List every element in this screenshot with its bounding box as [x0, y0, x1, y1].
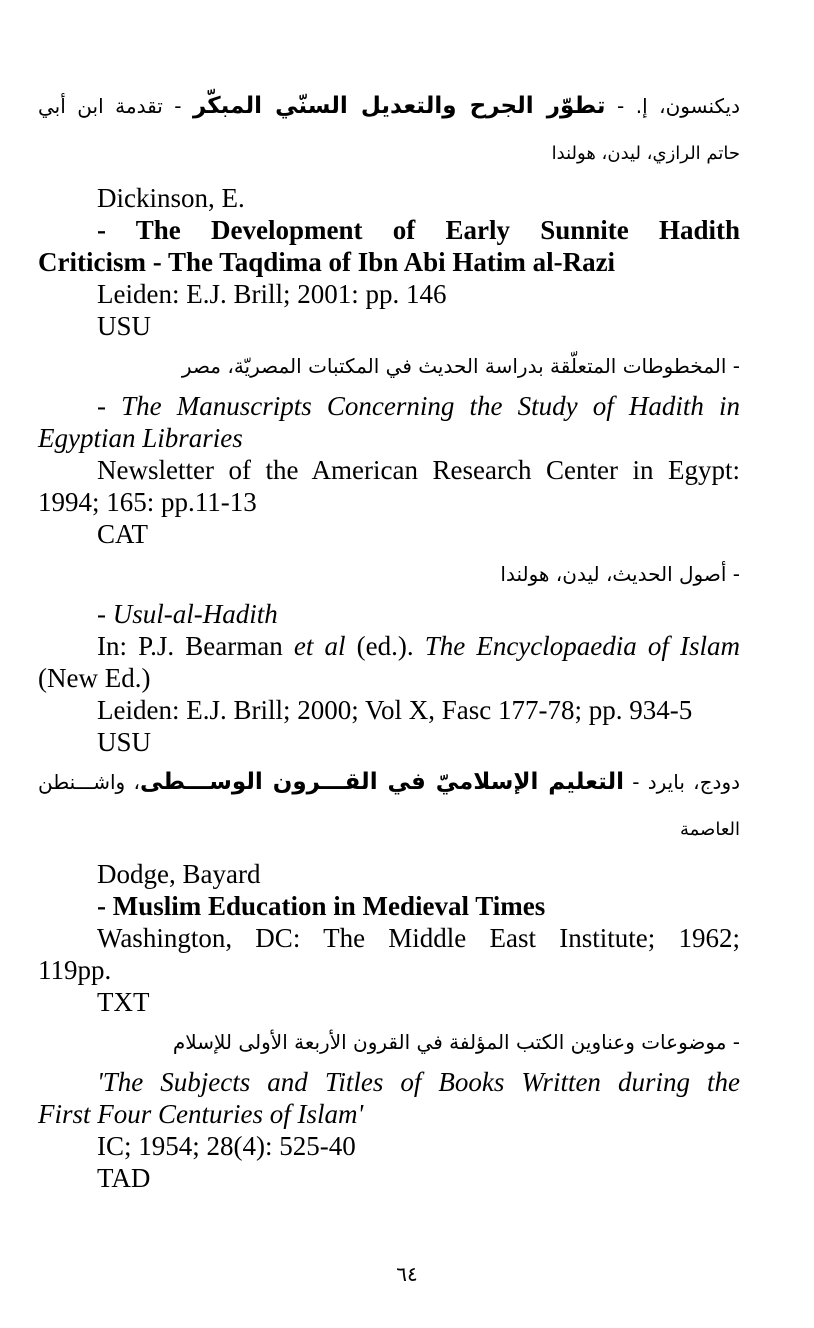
arabic-citation-line: [38, 758, 740, 806]
publisher-line-2: 119pp.: [38, 955, 112, 985]
in-line-1: [38, 630, 740, 662]
bibliography-page: [38, 82, 740, 1194]
publisher-line-2: 1994; 165: pp.11-13: [38, 487, 257, 517]
title: - Muslim Education in Medieval Times: [97, 891, 546, 921]
title-line-1: - The Manuscripts Concerning the Study of Hadith in: [97, 391, 740, 421]
arabic-citation-line: [38, 82, 740, 130]
author-name: Dickinson, E.: [97, 183, 245, 213]
arabic-citation-line-2: حاتم الرازي، ليدن، هولندا: [551, 143, 740, 164]
arabic-citation-line: - موضوعات وعناوين الكتب المؤلفة في القرون الأربعة الأولى للإسلام: [172, 1030, 740, 1054]
library-code: USU: [97, 311, 152, 341]
entry-subjects-and-titles: [38, 1018, 740, 1194]
publisher-info: Leiden: E.J. Brill; 2000; Vol X, Fasc 177-78; pp. 934-5: [97, 695, 693, 725]
arabic-title-suffix: - تقدمة ابن أبي: [38, 94, 193, 118]
title-line-2: Criticism - The Taqdima of Ibn Abi Hatim al-Razi: [38, 247, 616, 277]
library-code: CAT: [97, 519, 149, 549]
publisher-info: IC; 1954; 28(4): 525-40: [97, 1131, 356, 1161]
entry-manuscripts: [38, 342, 740, 550]
in-line-2: (New Ed.): [38, 663, 151, 693]
arabic-citation-line: - أصول الحديث، ليدن، هولندا: [500, 562, 740, 586]
arabic-citation-line-2: العاصمة: [680, 819, 740, 840]
publisher-line-1: Newsletter of the American Research Center in Egypt:: [97, 455, 740, 485]
in-editor: In: P.J. Bearman: [97, 631, 294, 661]
arabic-author: ديكنسون، إ. -: [605, 94, 740, 118]
in-etal: et al: [293, 631, 346, 661]
arabic-title-suffix: ، واشـــنطن: [38, 770, 140, 794]
library-code: TXT: [97, 987, 150, 1017]
arabic-citation-line: - المخطوطات المتعلّقة بدراسة الحديث في المكتبات المصريّة، مصر: [181, 354, 740, 378]
arabic-title: التعليم الإسلاميّ في القـــرون الوســـطى: [139, 769, 624, 795]
title-line-2: Egyptian Libraries: [38, 423, 243, 453]
in-ed: (ed.).: [345, 631, 425, 661]
title-line-2: First Four Centuries of Islam': [38, 1099, 364, 1129]
arabic-author: دودج، بايرد -: [623, 770, 741, 794]
entry-dickinson-development: [38, 82, 740, 342]
entry-usul-al-hadith: [38, 550, 740, 758]
author-name: Dodge, Bayard: [97, 859, 261, 889]
library-code: USU: [97, 727, 152, 757]
publisher-info: Leiden: E.J. Brill; 2001: pp. 146: [97, 279, 447, 309]
publisher-line-1: Washington, DC: The Middle East Institute; 1962;: [97, 923, 740, 953]
title-line-1: 'The Subjects and Titles of Books Written during the: [97, 1067, 740, 1097]
page-number: ٦٤: [396, 1262, 418, 1286]
title-line-1: - The Development of Early Sunnite Hadith: [97, 215, 740, 245]
entry-dodge-muslim-education: [38, 758, 740, 1018]
in-work-title: The Encyclopaedia of Islam: [424, 631, 741, 661]
title: - Usul-al-Hadith: [97, 599, 278, 629]
library-code: TAD: [97, 1163, 151, 1193]
arabic-title: تطوّر الجرح والتعديل السنّي المبكّر: [192, 93, 606, 119]
